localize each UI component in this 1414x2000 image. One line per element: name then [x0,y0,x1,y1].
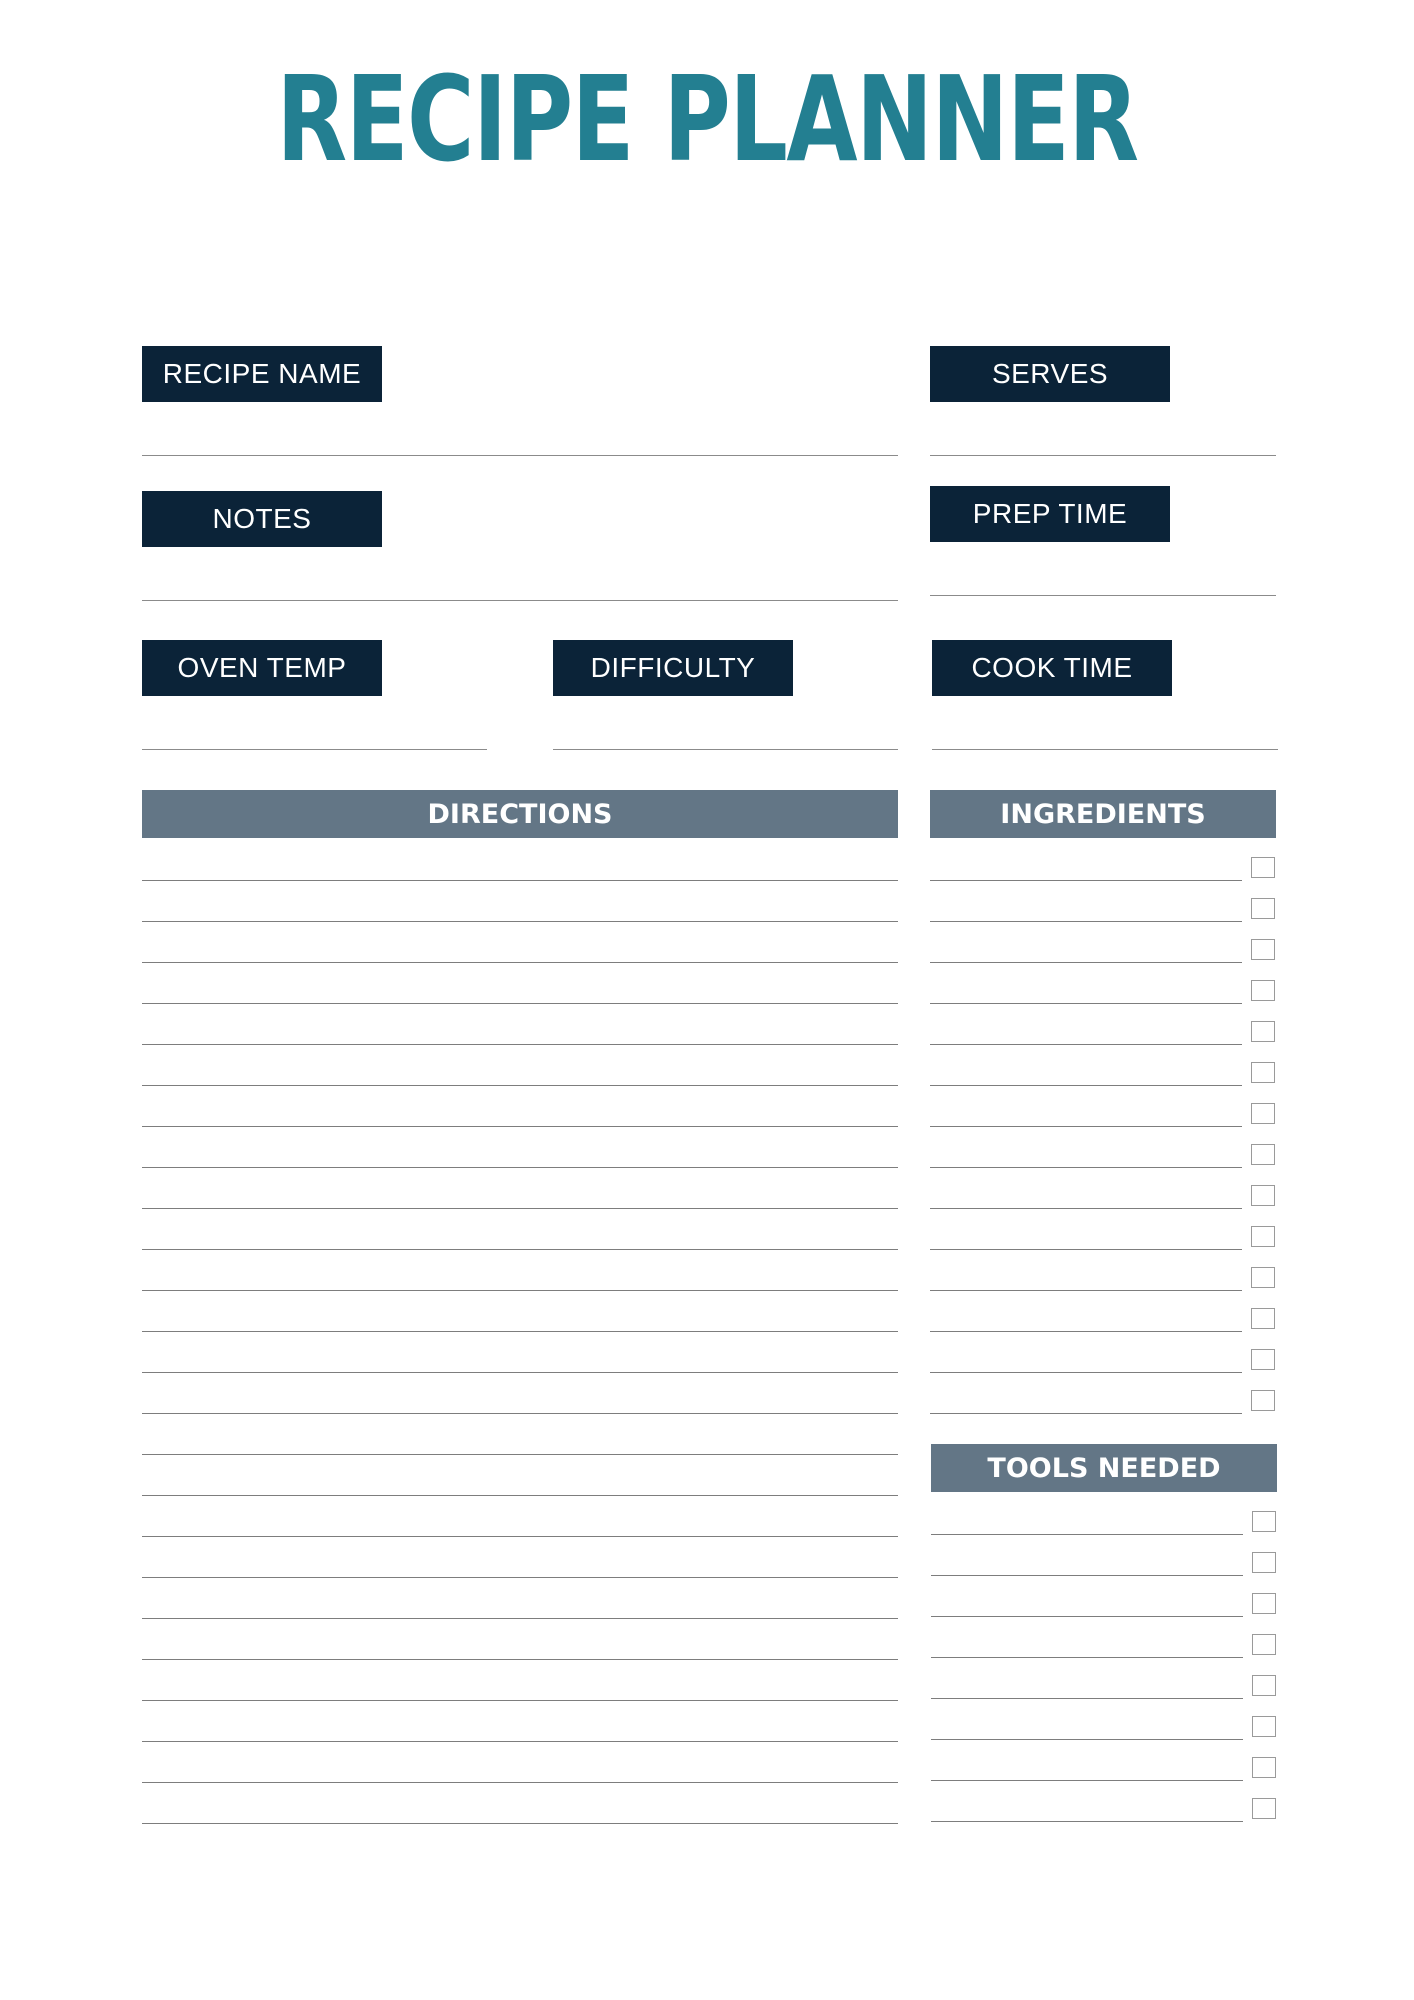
recipe-name-label: RECIPE NAME [142,346,382,402]
oven-temp-label: OVEN TEMP [142,640,382,696]
ingredient-checkbox[interactable] [1251,1144,1275,1165]
direction-line[interactable] [142,1003,898,1004]
tool-line[interactable] [931,1780,1243,1781]
direction-line[interactable] [142,1454,898,1455]
tool-checkbox[interactable] [1252,1511,1276,1532]
tool-line[interactable] [931,1739,1243,1740]
ingredient-line[interactable] [930,1249,1242,1250]
tool-checkbox[interactable] [1252,1798,1276,1819]
direction-line[interactable] [142,921,898,922]
ingredient-line[interactable] [930,1126,1242,1127]
tool-checkbox[interactable] [1252,1716,1276,1737]
tool-checkbox[interactable] [1252,1675,1276,1696]
recipe-name-line[interactable] [142,455,898,456]
direction-line[interactable] [142,1618,898,1619]
direction-line[interactable] [142,1126,898,1127]
direction-line[interactable] [142,1372,898,1373]
difficulty-line[interactable] [553,749,898,750]
ingredient-line[interactable] [930,1372,1242,1373]
ingredient-checkbox[interactable] [1251,1390,1275,1411]
direction-line[interactable] [142,1413,898,1414]
notes-label: NOTES [142,491,382,547]
tool-checkbox[interactable] [1252,1552,1276,1573]
tool-line[interactable] [931,1534,1243,1535]
tool-line[interactable] [931,1821,1243,1822]
tool-line[interactable] [931,1698,1243,1699]
direction-line[interactable] [142,962,898,963]
direction-line[interactable] [142,1290,898,1291]
direction-line[interactable] [142,1495,898,1496]
ingredient-checkbox[interactable] [1251,1062,1275,1083]
ingredient-checkbox[interactable] [1251,857,1275,878]
ingredient-line[interactable] [930,1413,1242,1414]
prep-time-label: PREP TIME [930,486,1170,542]
ingredients-header: INGREDIENTS [930,790,1276,838]
tool-line[interactable] [931,1657,1243,1658]
ingredient-line[interactable] [930,1044,1242,1045]
direction-line[interactable] [142,1249,898,1250]
ingredient-line[interactable] [930,962,1242,963]
difficulty-label: DIFFICULTY [553,640,793,696]
ingredient-line[interactable] [930,1290,1242,1291]
direction-line[interactable] [142,1044,898,1045]
cook-time-label: COOK TIME [932,640,1172,696]
direction-line[interactable] [142,1823,898,1824]
direction-line[interactable] [142,1208,898,1209]
tool-line[interactable] [931,1575,1243,1576]
direction-line[interactable] [142,1700,898,1701]
direction-line[interactable] [142,1536,898,1537]
direction-line[interactable] [142,1659,898,1660]
direction-line[interactable] [142,1085,898,1086]
tool-checkbox[interactable] [1252,1634,1276,1655]
direction-line[interactable] [142,1167,898,1168]
serves-line[interactable] [930,455,1276,456]
ingredient-line[interactable] [930,1085,1242,1086]
tool-checkbox[interactable] [1252,1593,1276,1614]
page-title: RECIPE PLANNER [276,50,1138,188]
notes-line[interactable] [142,600,898,601]
directions-header: DIRECTIONS [142,790,898,838]
ingredient-checkbox[interactable] [1251,898,1275,919]
ingredient-line[interactable] [930,880,1242,881]
ingredient-line[interactable] [930,1167,1242,1168]
ingredient-checkbox[interactable] [1251,1349,1275,1370]
ingredient-checkbox[interactable] [1251,939,1275,960]
direction-line[interactable] [142,1782,898,1783]
ingredient-checkbox[interactable] [1251,1226,1275,1247]
ingredient-line[interactable] [930,1208,1242,1209]
ingredient-checkbox[interactable] [1251,1103,1275,1124]
direction-line[interactable] [142,880,898,881]
ingredient-line[interactable] [930,921,1242,922]
ingredient-checkbox[interactable] [1251,1185,1275,1206]
oven-temp-line[interactable] [142,749,487,750]
direction-line[interactable] [142,1741,898,1742]
ingredient-line[interactable] [930,1003,1242,1004]
tool-line[interactable] [931,1616,1243,1617]
direction-line[interactable] [142,1577,898,1578]
ingredient-line[interactable] [930,1331,1242,1332]
tool-checkbox[interactable] [1252,1757,1276,1778]
serves-label: SERVES [930,346,1170,402]
direction-line[interactable] [142,1331,898,1332]
prep-time-line[interactable] [930,595,1276,596]
cook-time-line[interactable] [932,749,1278,750]
ingredient-checkbox[interactable] [1251,1308,1275,1329]
ingredient-checkbox[interactable] [1251,1021,1275,1042]
ingredient-checkbox[interactable] [1251,1267,1275,1288]
ingredient-checkbox[interactable] [1251,980,1275,1001]
tools-needed-header: TOOLS NEEDED [931,1444,1277,1492]
